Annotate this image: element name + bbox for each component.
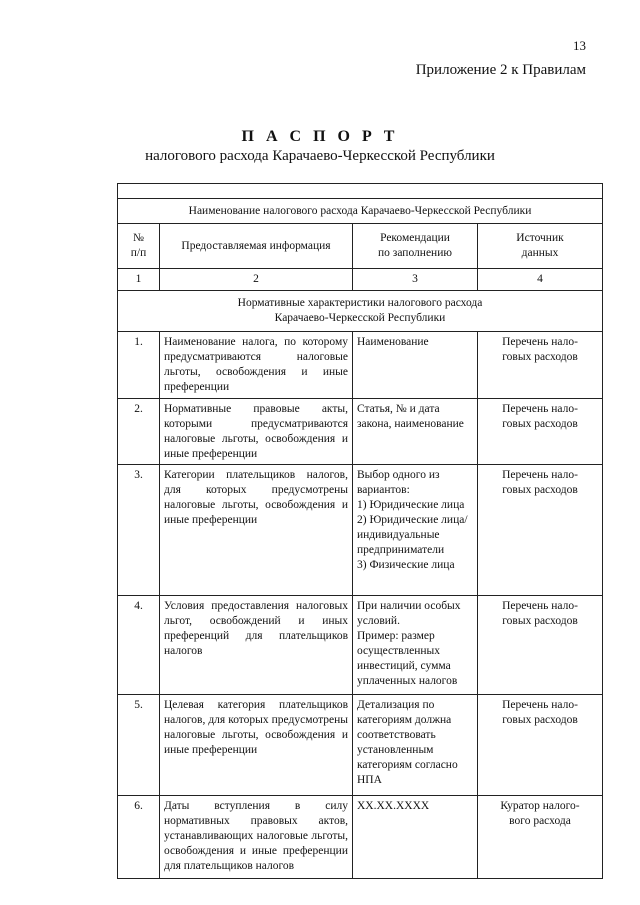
row-recommendation: Выбор одного из вариантов: 1) Юридические лица 2) Юридические лица/индивидуальные предприниматели 3) Физические лица (353, 465, 478, 596)
page-number: 13 (573, 38, 586, 53)
column-number: 2 (160, 269, 353, 291)
row-info: Нормативные правовые акты, которыми предусматриваются налоговые льготы, освобождения и иные преференции (160, 398, 353, 465)
row-number: 5. (118, 695, 160, 796)
passport-table (117, 183, 603, 879)
row-info: Наименование налога, по которому предусматриваются налоговые льготы, освобождения и иные преференции (160, 331, 353, 398)
column-number: 3 (353, 269, 478, 291)
row-info: Условия предоставления налоговых льгот, освобождений и иных преференций для плательщиков налогов (160, 596, 353, 695)
row-recommendation: XX.XX.XXXX (353, 796, 478, 879)
row-source: Куратор налого- вого расхода (478, 796, 603, 879)
table-row (118, 796, 603, 879)
row-number: 2. (118, 398, 160, 465)
row-source: Перечень нало- говых расходов (478, 331, 603, 398)
column-number: 1 (118, 269, 160, 291)
row-recommendation: Статья, № и дата закона, наименование (353, 398, 478, 465)
section-title-row (118, 290, 603, 331)
section-title: Нормативные характеристики налогового расхода Карачаево-Черкесской Республики (118, 290, 603, 331)
column-header-num: № п/п (118, 224, 160, 269)
table-row (118, 465, 603, 596)
column-header-src: Источник данных (478, 224, 603, 269)
table-header-title-row (118, 199, 603, 224)
document-subtitle: налогового расхода Карачаево-Черкесской Республики (145, 148, 495, 164)
row-info: Даты вступления в силу нормативных правовых актов, устанавливающих налоговые льготы, освобождения и иные преференции для плательщиков налогов (160, 796, 353, 879)
row-source: Перечень нало- говых расходов (478, 596, 603, 695)
row-number: 4. (118, 596, 160, 695)
column-number-row (118, 269, 603, 291)
table-row (118, 695, 603, 796)
row-info: Категории плательщиков налогов, для которых предусмотрены налоговые льготы, освобождения и иные преференции (160, 465, 353, 596)
table-row (118, 398, 603, 465)
row-source: Перечень нало- говых расходов (478, 398, 603, 465)
column-number: 4 (478, 269, 603, 291)
appendix-label: Приложение 2 к Правилам (415, 62, 586, 78)
column-header-row (118, 224, 603, 269)
table-header-title: Наименование налогового расхода Карачаево-Черкесской Республики (118, 199, 603, 224)
table-row (118, 596, 603, 695)
column-header-info: Предоставляемая информация (160, 224, 353, 269)
column-header-rec: Рекомендации по заполнению (353, 224, 478, 269)
row-source: Перечень нало- говых расходов (478, 465, 603, 596)
row-info: Целевая категория плательщиков налогов, для которых предусмотрены налоговые льготы, освобождения и иные преференции (160, 695, 353, 796)
document-title: П А С П О Р Т (241, 128, 399, 145)
row-source: Перечень нало- говых расходов (478, 695, 603, 796)
row-recommendation: Наименование (353, 331, 478, 398)
row-number: 1. (118, 331, 160, 398)
row-recommendation: Детализация по категориям должна соответствовать установленным категориям согласно НПА (353, 695, 478, 796)
table-top-spacer (118, 184, 603, 199)
row-recommendation: При наличии особых условий. Пример: размер осуществленных инвестиций, сумма уплаченных налогов (353, 596, 478, 695)
row-number: 6. (118, 796, 160, 879)
table-row (118, 331, 603, 398)
row-number: 3. (118, 465, 160, 596)
